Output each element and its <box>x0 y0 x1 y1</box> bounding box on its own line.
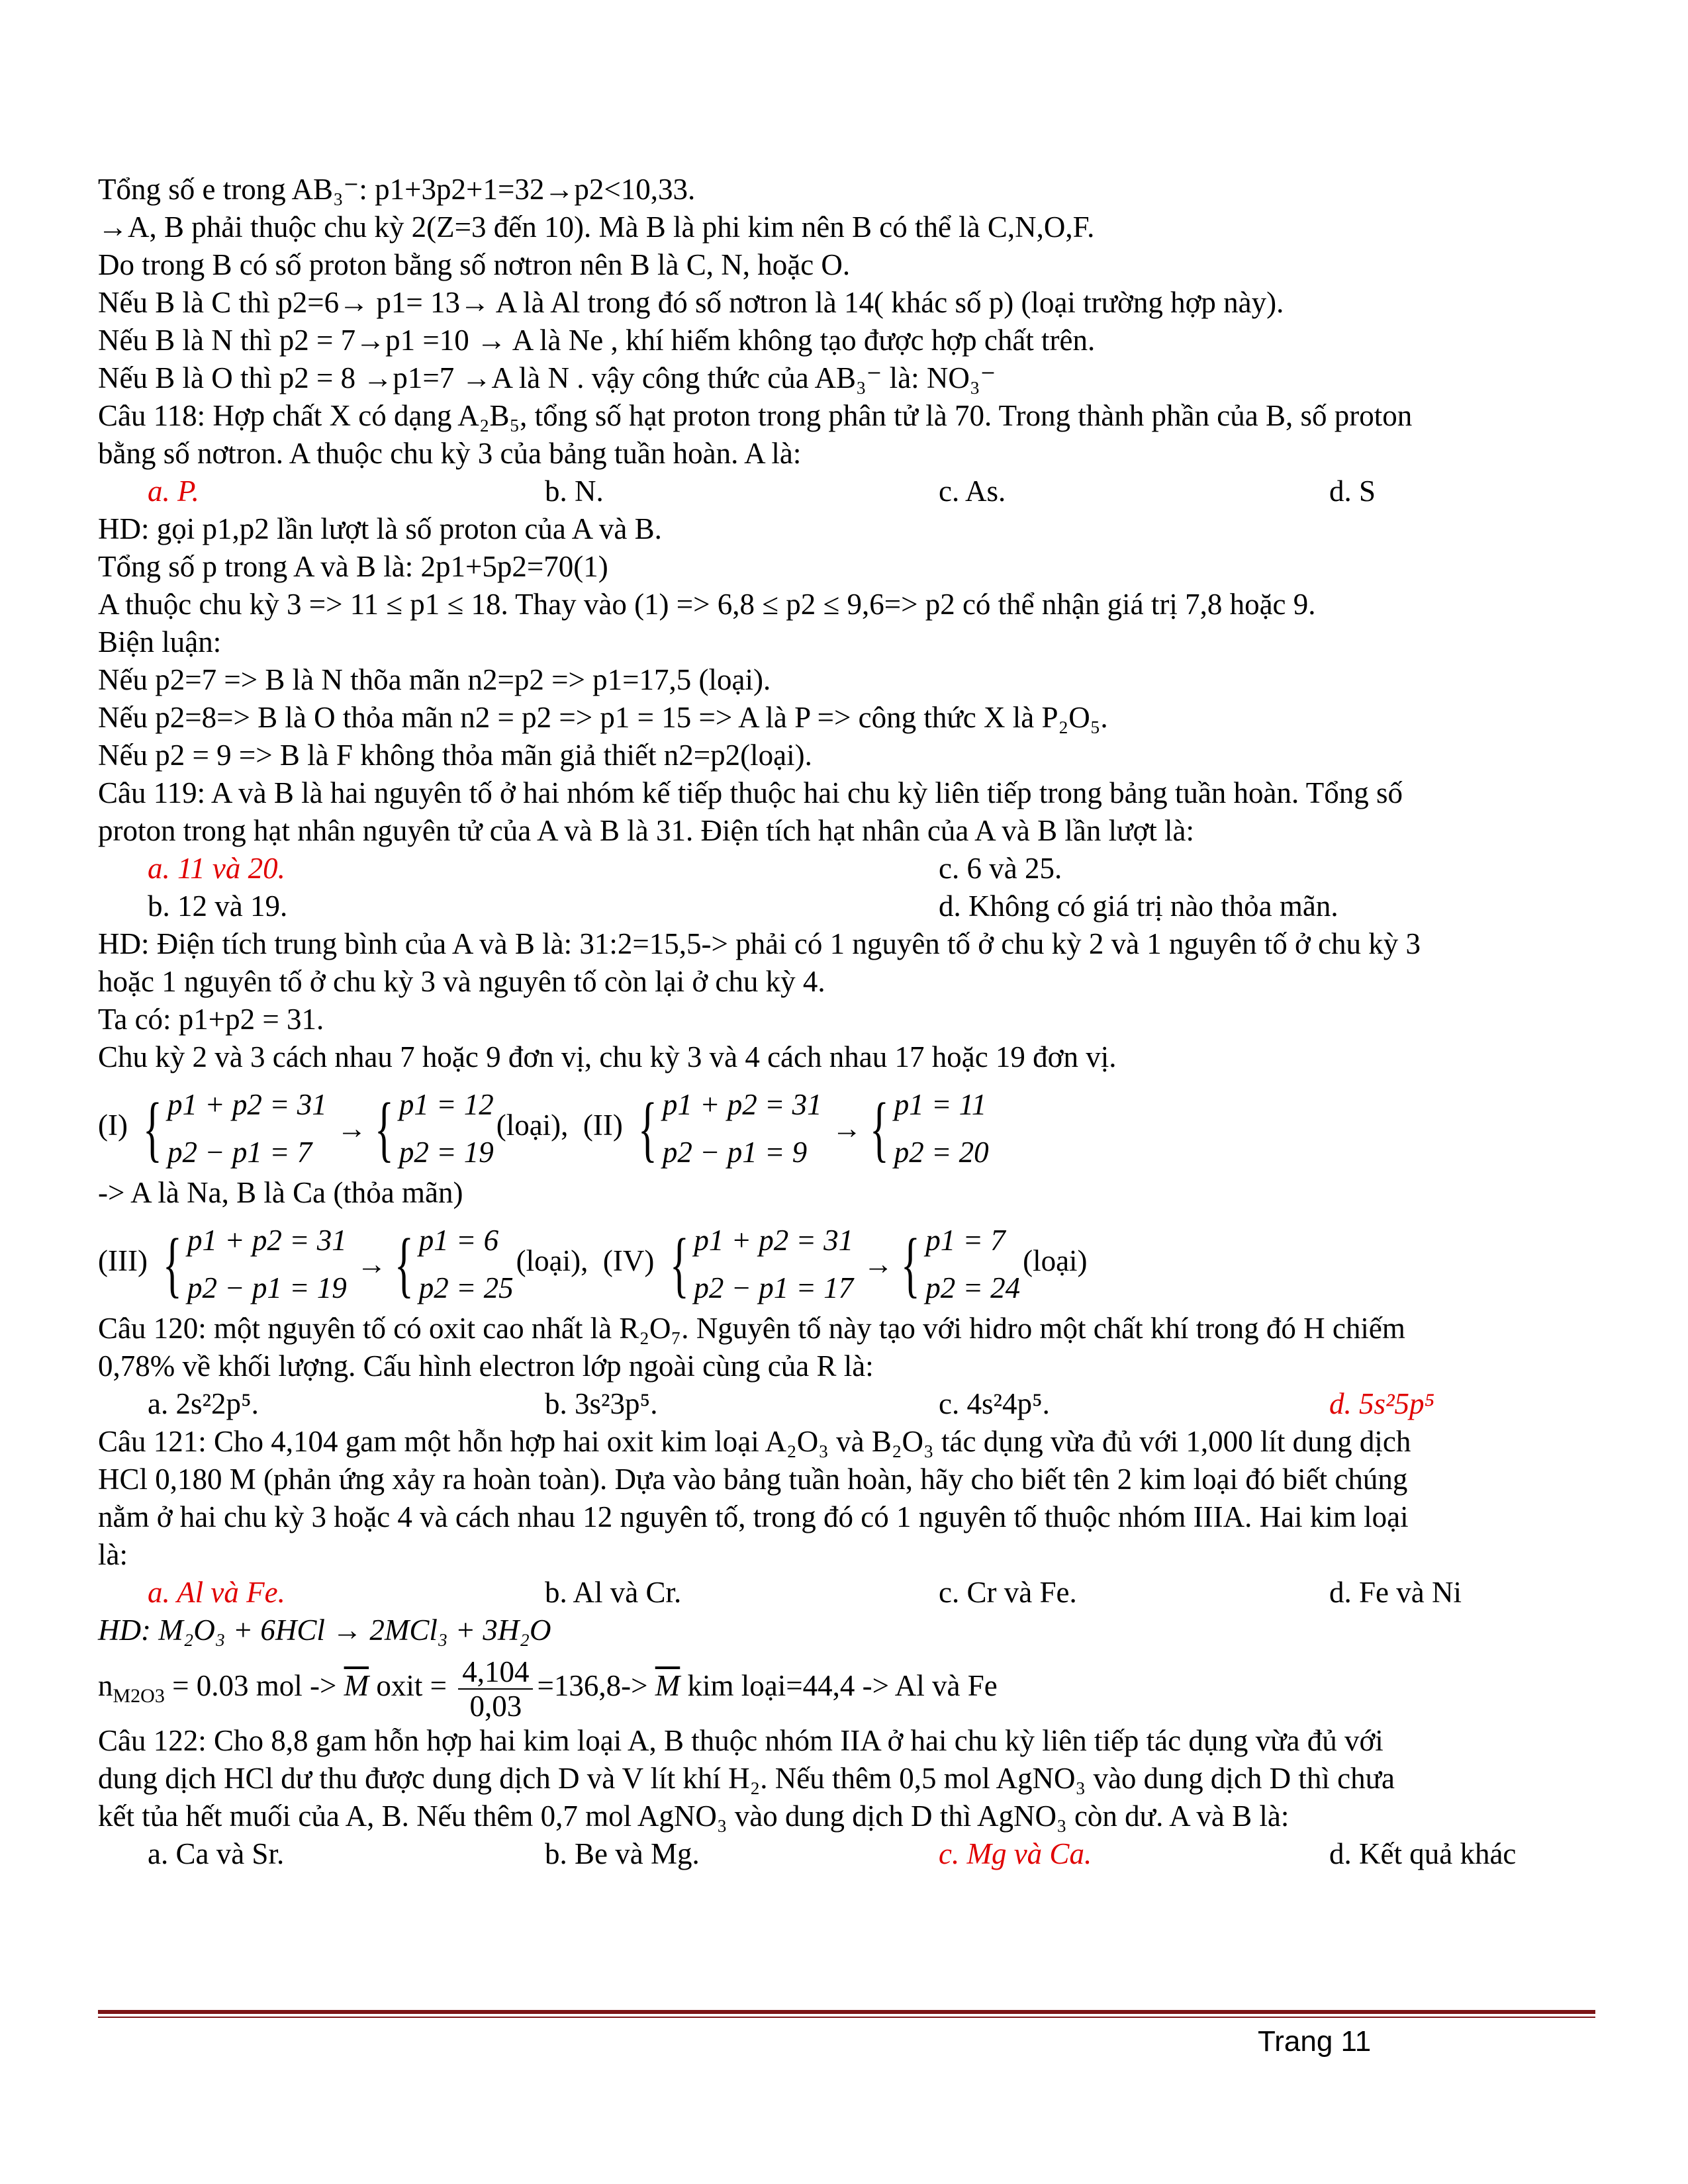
question-121-cont: HCl 0,180 M (phản ứng xảy ra hoàn toàn). Dựa vào bảng tuần hoàn, hãy cho biết tên 2 kim loại đó biết chúng <box>98 1463 1408 1496</box>
option-c: c. 4s²4p⁵. <box>939 1387 1050 1420</box>
equation: p1 = 11 <box>894 1087 987 1121</box>
text-line: Do trong B có số proton bằng số nơtron nên B là C, N, hoặc O. <box>98 248 851 281</box>
question-121-cont: nằm ở hai chu kỳ 3 hoặc 4 và cách nhau 12 nguyên tố, trong đó có 1 nguyên tố thuộc nhóm IIIA. Hai kim loại <box>98 1500 1409 1533</box>
hint-line: Nếu p2 = 9 => B là F không thỏa mãn giả thiết n2=p2(loại). <box>98 739 812 772</box>
option-d-correct: d. 5s²5p⁵ <box>1329 1387 1435 1420</box>
answer-options-119-row1 <box>98 850 1594 887</box>
equation: p2 = 19 <box>399 1135 494 1169</box>
equation: p1 + p2 = 31 <box>167 1087 327 1121</box>
fraction <box>458 1655 533 1723</box>
text-line: Tổng số e trong AB₃⁻: p1+3p2+1=32→p2<10,33. <box>98 173 696 206</box>
equation: p1 + p2 = 31 <box>662 1087 822 1121</box>
text-line: →A, B phải thuộc chu kỳ 2(Z=3 đến 10). Mà B là phi kim nên B có thể là C,N,O,F. <box>98 210 1095 244</box>
equation-system <box>187 1216 347 1312</box>
note: (loại), <box>496 1109 569 1142</box>
arrow-icon: → <box>356 1247 387 1281</box>
equation: p2 − p1 = 9 <box>662 1135 808 1169</box>
brace-icon: { <box>669 1223 689 1304</box>
question-120: Câu 120: một nguyên tố có oxit cao nhất là R₂O₇. Nguyên tố này tạo với hidro một chất khí trong đó H chiếm <box>98 1312 1405 1345</box>
option-d: d. Fe và Ni <box>1329 1576 1462 1609</box>
text: = 0.03 mol -> <box>164 1669 344 1702</box>
option-b: b. N. <box>545 475 604 508</box>
option-b: b. 12 và 19. <box>148 889 288 923</box>
equation: p2 = 25 <box>418 1271 514 1304</box>
answer-options-121 <box>98 1574 1594 1612</box>
option-c: c. 6 và 25. <box>939 852 1062 885</box>
equation-system <box>663 1081 822 1176</box>
question-120-cont: 0,78% về khối lượng. Cấu hình electron lớp ngoài cùng của R là: <box>98 1349 874 1383</box>
equation: p2 = 24 <box>925 1271 1021 1304</box>
question-121-cont: là: <box>98 1538 128 1571</box>
reaction-equation: HD: M₂O₃ + 6HCl → 2MCl₃ + 3H₂O <box>98 1614 551 1647</box>
option-a: a. 2s²2p⁵. <box>148 1387 259 1420</box>
option-c-correct: c. Mg và Ca. <box>939 1837 1092 1870</box>
numerator: 4,104 <box>458 1655 533 1690</box>
hint-line: Nếu p2=7 => B là N thõa mãn n2=p2 => p1=17,5 (loại). <box>98 663 771 696</box>
option-a-correct: a. P. <box>148 475 199 508</box>
brace-icon: { <box>901 1223 921 1304</box>
equation: p1 = 12 <box>399 1087 494 1121</box>
hint-line: A thuộc chu kỳ 3 => 11 ≤ p1 ≤ 18. Thay vào (1) => 6,8 ≤ p2 ≤ 9,6=> p2 có thể nhận giá trị 7,8 hoặc 9. <box>98 588 1316 621</box>
answer-options-120 <box>98 1385 1594 1423</box>
text-line: Nếu B là C thì p2=6→ p1= 13→ A là Al trong đó số nơtron là 14( khác số p) (loại trường hợp này). <box>98 286 1284 319</box>
option-c: c. As. <box>939 475 1006 508</box>
option-a-correct: a. Al và Fe. <box>148 1576 285 1609</box>
brace-icon: { <box>394 1223 414 1304</box>
arrow-icon: → <box>337 1111 367 1145</box>
question-122: Câu 122: Cho 8,8 gam hỗn hợp hai kim loại A, B thuộc nhóm IIA ở hai chu kỳ liên tiếp tác dụng vừa đủ với <box>98 1724 1383 1757</box>
option-b: b. Be và Mg. <box>545 1837 700 1870</box>
answer-options-119-row2 <box>98 887 1594 925</box>
hint-line: HD: Điện tích trung bình của A và B là: 31:2=15,5-> phải có 1 nguyên tố ở chu kỳ 2 và 1 nguyên tố ở chu kỳ 3 <box>98 927 1421 960</box>
answer-options-118 <box>98 473 1594 510</box>
note: (loại), <box>516 1244 588 1277</box>
footer-rule-thin <box>98 2017 1595 2018</box>
arrow-icon: → <box>863 1247 894 1281</box>
system-label: (IV) <box>602 1244 655 1277</box>
option-a: a. Ca và Sr. <box>148 1837 285 1870</box>
system-label: (III) <box>98 1244 148 1277</box>
equation-systems-row2 <box>98 1212 1594 1310</box>
equation: p2 − p1 = 7 <box>167 1135 312 1169</box>
arrow-icon: → <box>831 1111 862 1145</box>
brace-icon: { <box>374 1087 394 1169</box>
equation-systems-row1 <box>98 1076 1594 1174</box>
mean-molar-symbol: $\overline{M}$ <box>655 1669 680 1702</box>
answer-options-122 <box>98 1835 1594 1873</box>
hint-line: -> A là Na, B là Ca (thỏa mãn) <box>98 1176 463 1209</box>
brace-icon: { <box>637 1087 658 1169</box>
system-label: (I) <box>98 1109 128 1142</box>
equation-system <box>694 1216 853 1312</box>
equation: p2 − p1 = 19 <box>187 1271 347 1304</box>
subscript: M2O3 <box>113 1685 165 1707</box>
molar-mass-calculation <box>98 1649 1594 1722</box>
text: kim loại=44,4 -> Al và Fe <box>680 1669 998 1702</box>
question-122-cont: kết tủa hết muối của A, B. Nếu thêm 0,7 mol AgNO₃ vào dung dịch D thì AgNO₃ còn dư. A và B là: <box>98 1799 1289 1833</box>
option-b: b. Al và Cr. <box>545 1576 682 1609</box>
option-d: d. Không có giá trị nào thỏa mãn. <box>939 889 1338 923</box>
denominator: 0,03 <box>469 1689 522 1723</box>
option-a-correct: a. 11 và 20. <box>148 852 285 885</box>
hint-line: Tổng số p trong A và B là: 2p1+5p2=70(1) <box>98 550 608 583</box>
equation: p1 = 6 <box>418 1223 499 1257</box>
question-122-cont: dung dịch HCl dư thu được dung dịch D và V lít khí H₂. Nếu thêm 0,5 mol AgNO₃ vào dung dịch D thì chưa <box>98 1762 1395 1795</box>
brace-icon: { <box>869 1087 889 1169</box>
equation: p1 + p2 = 31 <box>694 1223 854 1257</box>
equation: p2 = 20 <box>894 1135 989 1169</box>
question-119: Câu 119: A và B là hai nguyên tố ở hai nhóm kế tiếp thuộc hai chu kỳ liên tiếp trong bảng tuần hoàn. Tổng số <box>98 776 1403 809</box>
equation: p1 + p2 = 31 <box>187 1223 347 1257</box>
symbol: n <box>98 1669 113 1702</box>
footer-rule <box>98 2010 1595 2014</box>
hint-line: Ta có: p1+p2 = 31. <box>98 1003 324 1036</box>
option-c: c. Cr và Fe. <box>939 1576 1077 1609</box>
brace-icon: { <box>163 1223 183 1304</box>
solution-system <box>399 1081 494 1176</box>
note: (loại) <box>1023 1244 1088 1277</box>
hint-line: HD: gọi p1,p2 lần lượt là số proton của A và B. <box>98 512 662 545</box>
solution-system <box>419 1216 514 1312</box>
page-number: Trang 11 <box>1258 2025 1372 2058</box>
question-118: Câu 118: Hợp chất X có dạng A₂B₅, tổng số hạt proton trong phân tử là 70. Trong thành phần của B, số proton <box>98 399 1413 432</box>
option-b: b. 3s²3p⁵. <box>545 1387 658 1420</box>
text: oxit = <box>369 1669 455 1702</box>
system-label: (II) <box>583 1109 623 1142</box>
equation: p2 − p1 = 17 <box>694 1271 854 1304</box>
solution-system <box>925 1216 1020 1312</box>
question-118-cont: bằng số nơtron. A thuộc chu kỳ 3 của bảng tuần hoàn. A là: <box>98 437 802 470</box>
hint-line: Biện luận: <box>98 625 222 659</box>
option-d: d. Kết quả khác <box>1329 1837 1517 1870</box>
question-119-cont: proton trong hạt nhân nguyên tử của A và B là 31. Điện tích hạt nhân của A và B lần lượt là: <box>98 814 1194 847</box>
equation: p1 = 7 <box>925 1223 1006 1257</box>
brace-icon: { <box>143 1087 163 1169</box>
text-line: Nếu B là N thì p2 = 7→p1 =10 → A là Ne , khí hiếm không tạo được hợp chất trên. <box>98 324 1096 357</box>
equation-system <box>167 1081 327 1176</box>
hint-line: Nếu p2=8=> B là O thỏa mãn n2 = p2 => p1 = 15 => A là P => công thức X là P₂O₅. <box>98 701 1108 734</box>
mean-molar-symbol: $\overline{M}$ <box>344 1669 369 1702</box>
question-121: Câu 121: Cho 4,104 gam một hỗn hợp hai oxit kim loại A₂O₃ và B₂O₃ tác dụng vừa đủ với 1,000 lít dung dịch <box>98 1425 1411 1458</box>
hint-line: Chu kỳ 2 và 3 cách nhau 7 hoặc 9 đơn vị, chu kỳ 3 và 4 cách nhau 17 hoặc 19 đơn vị. <box>98 1040 1117 1073</box>
option-d: d. S <box>1329 475 1376 508</box>
text: =136,8-> <box>537 1669 655 1702</box>
text-line: Nếu B là O thì p2 = 8 →p1=7 →A là N . vậy công thức của AB₃⁻ là: NO₃⁻ <box>98 361 996 394</box>
page-content <box>98 171 1594 1873</box>
hint-line: hoặc 1 nguyên tố ở chu kỳ 3 và nguyên tố còn lại ở chu kỳ 4. <box>98 965 825 998</box>
solution-system <box>894 1081 989 1176</box>
